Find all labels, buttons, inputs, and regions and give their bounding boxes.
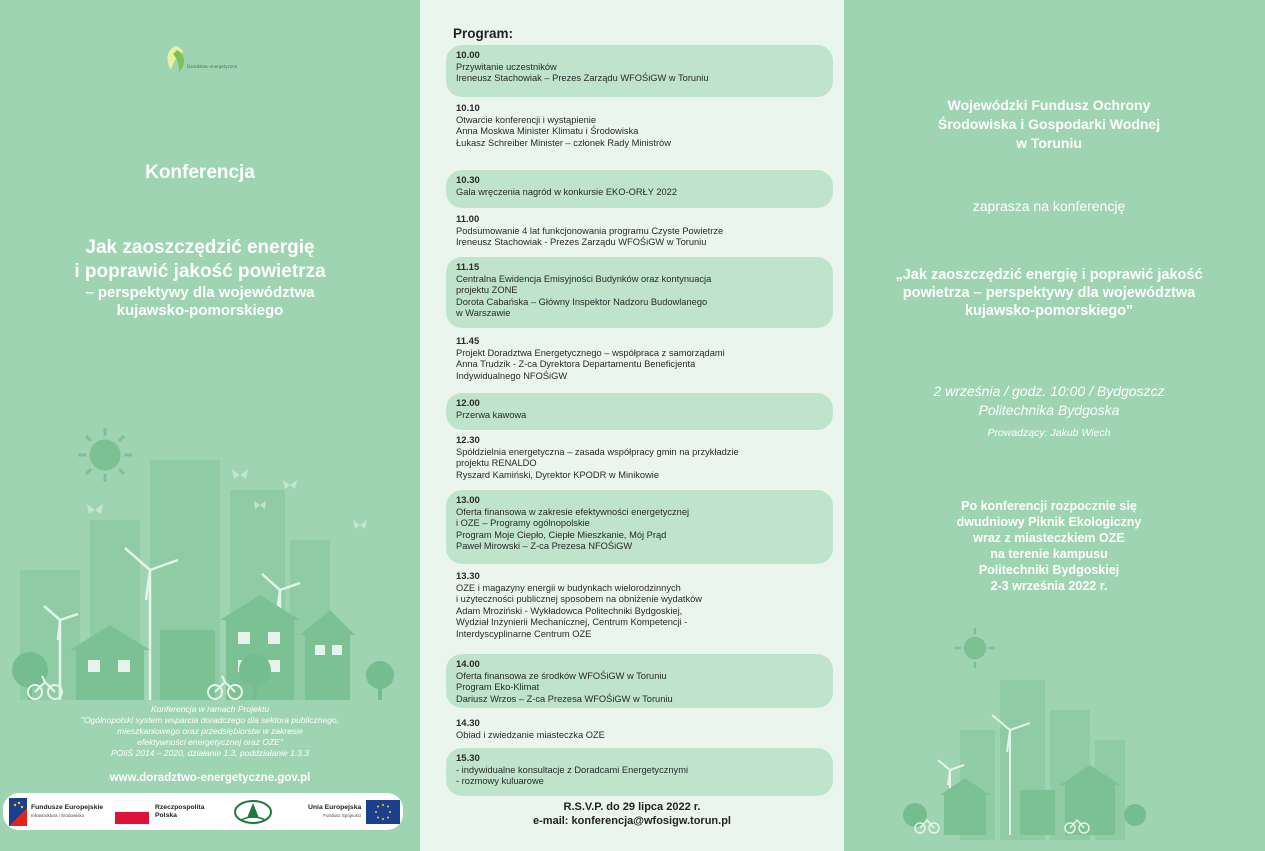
unia-europejska-logo: [308, 798, 400, 826]
slot-line: Oferta finansowa w zakresie efektywności energetycznej: [456, 506, 690, 517]
event-date: 2 września / godz. 10:00 / Bydgoszcz: [933, 383, 1165, 399]
slot-time: 15.30: [456, 753, 480, 764]
picnic-line: Politechniki Bydgoskiej: [978, 563, 1120, 577]
doradztwo-logo: [163, 44, 253, 76]
slot-line: i użyteczności publicznej sposobem na obniżenie wydatków: [456, 594, 702, 605]
ue-title: Unia Europejska: [308, 804, 362, 811]
slot-line: OZE i magazyny energii w budynkach wielorodzinnych: [456, 582, 681, 593]
program-slot: [446, 331, 833, 391]
event-host: Prowadzący: Jakub Wiech: [987, 427, 1111, 439]
sun-icon: [955, 628, 995, 668]
program-slot: [446, 257, 833, 328]
slot-line: Obiad i zwiedzanie miasteczka OZE: [456, 729, 605, 740]
logo-caption: Doradztwo energetyczne: [187, 64, 238, 69]
program-slot: [446, 654, 833, 708]
eu-flag-icon: [366, 800, 400, 824]
right-title-line: powietrza – perspektywy dla województwa: [902, 285, 1196, 301]
slot-line: Oferta finansowa ze środków WFOŚiGW w Toruniu: [456, 670, 667, 681]
slot-line: Indywidualnego NFOŚiGW: [456, 370, 568, 381]
slot-line: Program Eko-Klimat: [456, 682, 540, 693]
sun-icon: [78, 428, 132, 482]
right-title-line: kujawsko-pomorskiego": [964, 303, 1134, 319]
left-title-line: i poprawić jakość powietrza: [74, 261, 326, 282]
program-slot: [446, 170, 833, 208]
program-slot: [446, 566, 833, 650]
event-venue: Politechnika Bydgoska: [978, 402, 1120, 418]
left-title-line: kujawsko-pomorskiego: [116, 302, 284, 319]
slot-line: Dorota Cabańska – Główny Inspektor Nadzoru Budowlanego: [456, 296, 708, 307]
slot-time: 11.15: [456, 262, 480, 273]
slot-time: 13.00: [456, 495, 480, 506]
picnic-line: na terenie kampusu: [990, 547, 1108, 561]
slot-line: Dariusz Wrzos – Z-ca Prezesa WFOŚiGW w Toruniu: [456, 693, 673, 704]
program-slot: [446, 98, 833, 160]
program-slot: [446, 713, 833, 747]
left-title-line: Jak zaoszczędzić energię: [85, 237, 315, 258]
organizer-line: Środowiska i Gospodarki Wodnej: [937, 116, 1161, 132]
fundusze-europejskie-logo: [9, 798, 103, 826]
slot-line: Spółdzielnia energetyczna – zasada współpracy gmin na przykładzie: [456, 446, 739, 457]
right-title: [844, 266, 1254, 320]
left-title: [0, 236, 400, 320]
conference-heading: Konferencja: [145, 162, 255, 183]
slot-line: Otwarcie konferencji i wystąpienie: [456, 114, 597, 125]
project-note-line: efektywności energetycznej oraz OZE": [137, 737, 283, 747]
slot-line: Przerwa kawowa: [456, 409, 527, 420]
slot-time: 10.10: [456, 103, 480, 114]
slot-line: Ryszard Kamiński, Dyrektor KPODR w Minikowie: [456, 469, 660, 480]
rsvp-email[interactable]: e-mail: konferencja@wfosigw.torun.pl: [533, 815, 731, 827]
picnic-line: dwudniowy Piknik Ekologiczny: [956, 515, 1142, 529]
project-note: [0, 704, 420, 759]
slot-line: Podsumowanie 4 lat funkcjonowania programu Czyste Powietrze: [456, 225, 724, 236]
slot-line: Anna Moskwa Minister Klimatu i Środowiska: [456, 126, 639, 137]
program-slot: [446, 430, 833, 488]
slot-line: w Warszawie: [456, 308, 511, 319]
slot-line: Wydział Inżynierii Mechanicznej, Centrum Kompetencji -: [456, 617, 688, 628]
slot-line: projektu ZONE: [456, 285, 518, 296]
slot-line: Interdyscyplinarne Centrum OZE: [456, 628, 592, 639]
nfosigw-logo: [233, 798, 273, 826]
eco-city-illustration-right: [900, 620, 1150, 840]
fe-flag-icon: [9, 798, 27, 826]
slot-line: Centralna Ewidencja Emisyjności Budynków oraz kontynuacja: [456, 273, 712, 284]
slot-time: 10.30: [456, 175, 480, 186]
slot-time: 14.30: [456, 718, 480, 729]
program-heading: Program:: [453, 26, 514, 41]
slot-time: 11.00: [456, 214, 480, 225]
slot-line: projektu RENALDO: [456, 458, 537, 469]
slot-line: - rozmowy kuluarowe: [456, 776, 544, 787]
rzeczpospolita-logo: [115, 798, 215, 826]
slot-time: 12.30: [456, 435, 480, 446]
slot-line: Paweł Mirowski – Z-ca Prezesa NFOŚiGW: [456, 541, 633, 552]
program-slot: [446, 209, 833, 257]
picnic-line: Po konferencji rozpocznie się: [961, 499, 1137, 513]
slot-time: 14.00: [456, 659, 480, 670]
rp-title: Rzeczpospolita Polska: [155, 804, 205, 819]
slot-time: 11.45: [456, 336, 480, 347]
slot-line: Ireneusz Stachowiak – Prezes Zarządu WFOŚiGW w Toruniu: [456, 73, 709, 84]
program-slot: [446, 45, 833, 97]
rsvp-info: [420, 800, 844, 828]
event-datetime: [844, 382, 1254, 420]
picnic-info: [844, 498, 1254, 594]
website-link[interactable]: www.doradztwo-energetyczne.gov.pl: [109, 772, 311, 784]
slot-line: i OZE – Programy ogólnopolskie: [456, 518, 590, 529]
invite-text: zaprasza na konferencję: [972, 198, 1126, 214]
leaf-logo-icon: [163, 44, 189, 74]
organizer-line: Wojewódzki Fundusz Ochrony: [947, 97, 1151, 113]
slot-time: 10.00: [456, 50, 480, 61]
program-slot: [446, 748, 833, 796]
polish-flag-icon: [115, 800, 149, 824]
organizer-line: w Toruniu: [1016, 135, 1082, 151]
program-slot: [446, 490, 833, 564]
picnic-line: 2-3 września 2022 r.: [990, 579, 1108, 593]
slot-line: - indywidualne konsultacje z Doradcami Energetycznymi: [456, 764, 689, 775]
slot-line: Program Moje Ciepło, Ciepłe Mieszkanie, Mój Prąd: [456, 529, 667, 540]
fe-title: Fundusze Europejskie: [31, 804, 104, 811]
project-note-line: "Ogólnopolski system wsparcia doradczego dla sektora publicznego,: [80, 715, 340, 725]
project-note-line: Konferencja w ramach Projektu: [150, 704, 270, 714]
ue-subtitle: Fundusz Spójności: [323, 813, 362, 818]
nfosigw-emblem-icon: [233, 798, 273, 826]
eco-city-illustration: [0, 420, 410, 710]
picnic-line: wraz z miasteczkiem OZE: [973, 531, 1125, 545]
rsvp-deadline: R.S.V.P. do 29 lipca 2022 r.: [563, 801, 701, 813]
project-note-line: mieszkaniowego oraz przedsiębiorstw w zakresie: [117, 726, 303, 736]
slot-time: 13.30: [456, 571, 480, 582]
slot-time: 12.00: [456, 398, 480, 409]
slot-line: Gala wręczenia nagród w konkursie EKO-ORŁY 2022: [456, 186, 678, 197]
slot-line: Projekt Doradztwa Energetycznego – współpraca z samorządami: [456, 347, 725, 358]
right-title-line: „Jak zaoszczędzić energię i poprawić jakość: [895, 267, 1203, 283]
slot-line: Adam Mroziński - Wykładowca Politechniki Bydgoskiej,: [456, 605, 683, 616]
slot-line: Ireneusz Stachowiak - Prezes Zarządu WFOŚiGW w Toruniu: [456, 237, 707, 248]
slot-line: Łukasz Schreiber Minister – członek Rady Ministrów: [456, 137, 671, 148]
program-slot: [446, 393, 833, 430]
left-title-line: – perspektywy dla województwa: [85, 284, 315, 301]
slot-line: Przywitanie uczestników: [456, 61, 557, 72]
project-note-line: POIiŚ 2014 – 2020, działanie 1.3, poddziałanie 1.3.3: [110, 748, 309, 758]
fe-subtitle: Infrastruktura i Środowisko: [31, 813, 85, 818]
funding-logos-bar: [3, 793, 403, 830]
slot-line: Anna Trudzik - Z-ca Dyrektora Departamentu Beneficjenta: [456, 359, 696, 370]
organizer-name: [844, 96, 1254, 153]
